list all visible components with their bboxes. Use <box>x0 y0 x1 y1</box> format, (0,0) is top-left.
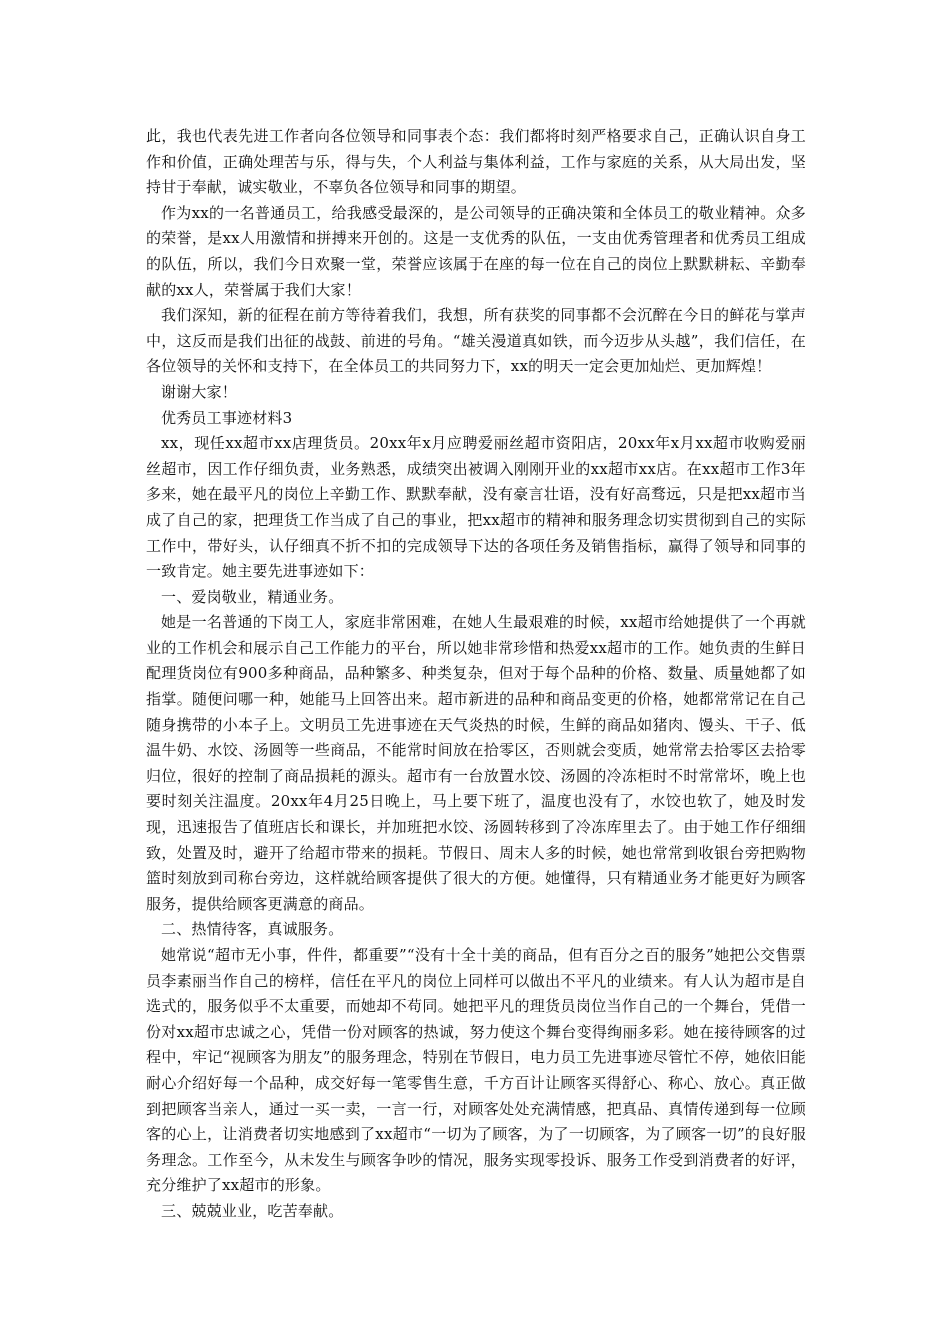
closing-thanks: 谢谢大家！ <box>161 382 238 401</box>
subheading-2: 二、热情待客，真诚服务。 <box>161 920 344 939</box>
section-title: 优秀员工事迹材料3 <box>161 408 293 427</box>
subheading-1: 一、爱岗敬业，精通业务。 <box>161 587 344 606</box>
subheading-3: 三、兢兢业业，吃苦奉献。 <box>161 1201 344 1220</box>
paragraph-subsection-2: 她常说“超市无小事，件件，都重要”“没有十全十美的商品，但有百分之百的服务”她把公交售票员李素丽当作自己的榜样，信任在平凡的岗位上同样可以做出不平凡的业绩来。有人认为超市是自选式的，服务似乎不太重要，而她却不苟同。她把平凡的理货员岗位当作自己的一个舞台，凭借一份对xx超市忠诚之心，凭借一份对顾客的热诚，努力使这个舞台变得绚丽多彩。她在接待顾客的过程中，牢记“视顾客为朋友”的服务理念，特别在节假日，电力员工先进事迹尽管忙不停，她依旧能耐心介绍好每一个品种，成交好每一笔零售生意，千方百计让顾客买得舒心、称心、放心。真正做到把顾客当亲人，通过一买一卖，一言一行，对顾客处处充满情感，把真品、真情传递到每一位顾客的心上，让消费者切实地感到了xx超市“一切为了顾客，为了一切顾客，为了顾客一切”的良好服务理念。工作至今，从未发生与顾客争吵的情况，服务实现零投诉、服务工作受到消费者的好评，充分维护了xx超市的形象。 <box>146 946 806 1195</box>
document-body <box>146 124 806 1225</box>
paragraph-1: 此，我也代表先进工作者向各位领导和同事表个态：我们都将时刻严格要求自己，正确认识自身工作和价值，正确处理苦与乐，得与失，个人利益与集体利益，工作与家庭的关系，从大局出发，坚持甘于奉献，诚实敬业，不辜负各位领导和同事的期望。 <box>146 127 806 197</box>
paragraph-subsection-1: 她是一名普通的下岗工人，家庭非常困难，在她人生最艰难的时候，xx超市给她提供了一个再就业的工作机会和展示自己工作能力的平台，所以她非常珍惜和热爱xx超市的工作。她负责的生鲜日配理货岗位有900多种商品，品种繁多、种类复杂，但对于每个品种的价格、数量、质量她都了如指掌。随便问哪一种，她能马上回答出来。超市新进的品种和商品变更的价格，她都常常记在自己随身携带的小本子上。文明员工先进事迹在天气炎热的时候，生鲜的商品如猪肉、馒头、干子、低温牛奶、水饺、汤圆等一些商品，不能常时间放在拾零区，否则就会变质，她常常去拾零区去拾零归位，很好的控制了商品损耗的源头。超市有一台放置水饺、汤圆的冷冻柜时不时常常坏，晚上也要时刻关注温度。20xx年4月25日晚上，马上要下班了，温度也没有了，水饺也软了，她及时发现，迅速报告了值班店长和课长，并加班把水饺、汤圆转移到了冷冻库里去了。由于她工作仔细细致，处置及时，避开了给超市带来的损耗。节假日、周末人多的时候，她也常常到收银台旁把购物篮时刻放到司称台旁边，这样就给顾客提供了很大的方便。她懂得，只有精通业务才能更好为顾客服务，提供给顾客更满意的商品。 <box>146 613 806 913</box>
paragraph-intro: xx，现任xx超市xx店理货员。20xx年x月应聘爱丽丝超市资阳店，20xx年x月xx超市收购爱丽丝超市，因工作仔细负责，业务熟悉，成绩突出被调入刚刚开业的xx超市xx店。在xx超市工作3年多来，她在最平凡的岗位上辛勤工作、默默奉献，没有豪言壮语，没有好高骛远，只是把xx超市当成了自己的家，把理货工作当成了自己的事业，把xx超市的精神和服务理念切实贯彻到自己的实际工作中，带好头，认仔细真不折不扣的完成领导下达的各项任务及销售指标，赢得了领导和同事的一致肯定。她主要先进事迹如下： <box>146 434 806 581</box>
paragraph-3: 我们深知，新的征程在前方等待着我们，我想，所有获奖的同事都不会沉醉在今日的鲜花与掌声中，这反而是我们出征的战鼓、前进的号角。“雄关漫道真如铁，而今迈步从头越”，我们信任，在各位领导的关怀和支持下，在全体员工的共同努力下，xx的明天一定会更加灿烂、更加辉煌！ <box>146 306 806 376</box>
paragraph-2: 作为xx的一名普通员工，给我感受最深的，是公司领导的正确决策和全体员工的敬业精神。众多的荣誉，是xx人用激情和拼搏来开创的。这是一支优秀的队伍，一支由优秀管理者和优秀员工组成的队伍，所以，我们今日欢聚一堂，荣誉应该属于在座的每一位在自己的岗位上默默耕耘、辛勤奉献的xx人，荣誉属于我们大家！ <box>146 203 806 299</box>
